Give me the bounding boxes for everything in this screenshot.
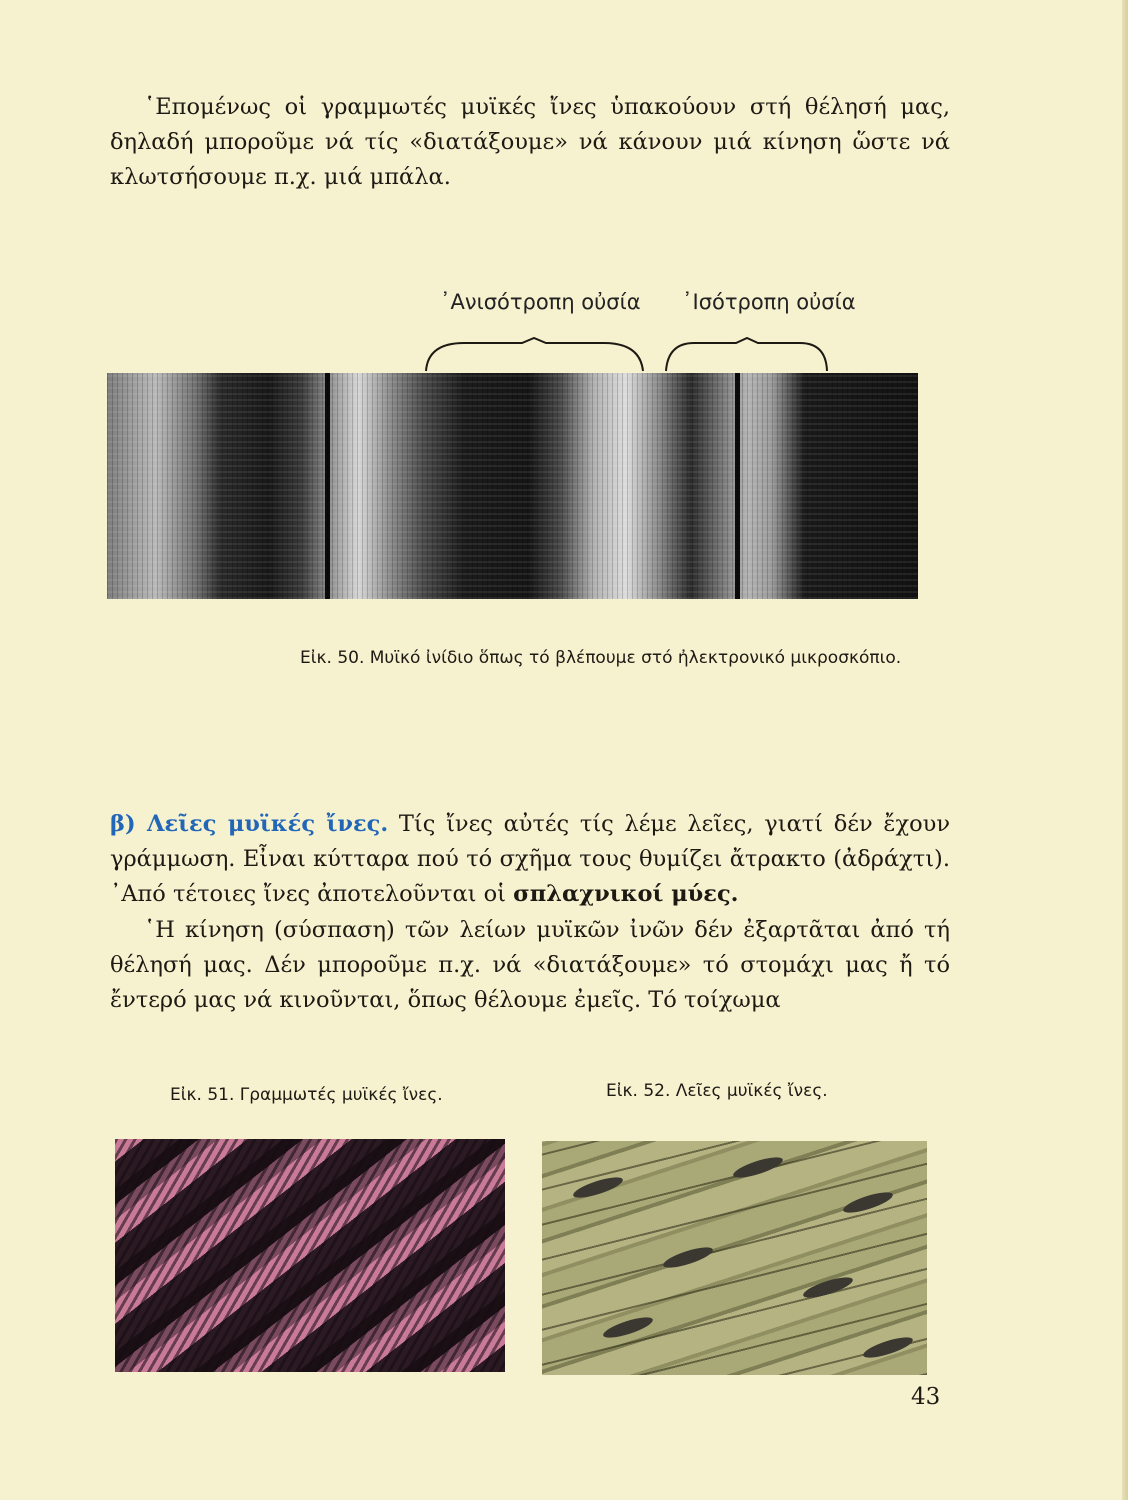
section-heading: β) Λεῖες μυϊκές ἴνες. [110, 811, 389, 837]
cell-nucleus [571, 1173, 624, 1201]
bold-term: σπλαχνικοί μύες. [513, 881, 739, 907]
figure-50-caption: Εἰκ. 50. Μυϊκό ἰνίδιο ὅπως τό βλέπουμε στό ἠλεκτρονικό μικροσκόπιο. [300, 648, 902, 668]
cell-nucleus [861, 1333, 914, 1361]
page-number: 43 [911, 1384, 941, 1410]
z-line [735, 373, 740, 599]
cell-nucleus [601, 1313, 654, 1341]
photo-striated-fibers [115, 1139, 505, 1372]
cell-nucleus [731, 1153, 784, 1181]
label-anisotropic: ᾿Ανισότροπη οὐσία [440, 290, 641, 314]
page-edge [1122, 0, 1128, 1500]
cell-nucleus [801, 1273, 854, 1301]
z-line [325, 373, 330, 599]
photo-smooth-fibers [542, 1141, 927, 1375]
cell-nucleus [841, 1188, 894, 1216]
brace-isotropic [664, 337, 830, 373]
cell-nucleus [661, 1243, 714, 1271]
brace-anisotropic [424, 337, 646, 373]
paragraph-smooth-contraction: ῾Η κίνηση (σύσπαση) τῶν λείων μυϊκῶν ἰνῶν δέν ἐξαρτᾶται ἀπό τή θέλησή μας. Δέν μποροῦμε π.χ. νά «διατάξουμε» τό στομάχι μας ἤ τό ἔντερό μας νά κινοῦνται, ὅπως θέλουμε ἐμεῖς. Τό τοίχωμα [110, 917, 950, 1013]
electron-micrograph-myofibril [107, 373, 918, 599]
figure-52-caption: Εἰκ. 52. Λεῖες μυϊκές ἴνες. [606, 1081, 828, 1101]
label-isotropic: ᾿Ισότροπη οὐσία [682, 290, 856, 314]
paragraph-text: Τίς ἴνες αὐτές τίς λέμε λεῖες, γιατί δέν ἔχουν γράμμωση. Εἶναι κύτταρα πού τό σχῆμα τους θυμίζει ἄτρακτο (ἀδράχτι). ᾿Από τέτοιες ἴνες ἀποτελοῦνται οἱ [110, 811, 950, 907]
figure-51-caption: Εἰκ. 51. Γραμμωτές μυϊκές ἴνες. [170, 1085, 443, 1105]
paragraph-striated-intro: ῾Επομένως οἱ γραμμωτές μυϊκές ἴνες ὑπακούουν στή θέλησή μας, δηλαδή μποροῦμε νά τίς «διατάξουμε» νά κάνουν μιά κίνηση ὥστε νά κλωτσήσουμε π.χ. μιά μπάλα. [110, 94, 950, 190]
paragraph-smooth-muscle [110, 807, 950, 912]
